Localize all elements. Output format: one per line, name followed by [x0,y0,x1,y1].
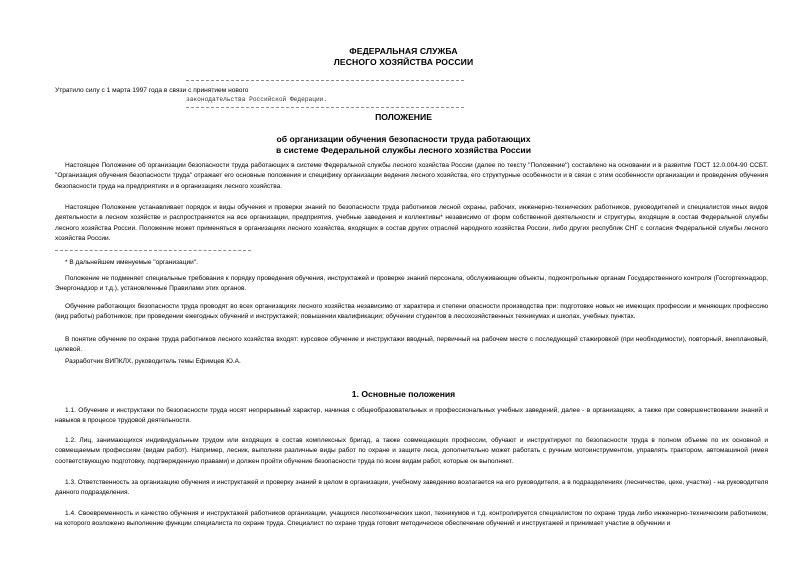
section-heading: 1. Основные положения [351,389,456,399]
divider-top [186,80,464,81]
intro-paragraph: Положение не подменяет специальные требования к порядку проведения обучения, инструктажей и проверке знаний персонала, обслуживающие объекты, подконтрольные органам Государственного контроля (Госгортехнадзор, Энергонадзор и т.д.), установленные Правилами этих органов. [55,275,768,293]
expired-notice: Утратило силу с 1 марта 1997 года в связи с принятием нового [55,87,249,94]
footnote-divider [55,250,251,251]
doc-title: ПОЛОЖЕНИЕ [375,112,432,122]
section-paragraph: 1.3. Ответственность за организацию обучения и инструктажей и проверку знаний в целом в организации, учебному заведению возлагается на его руководителя, а в подразделениях (лесничестве, цехе, участке) - на руководителя данного подразделения. [55,479,768,497]
section-paragraph: 1.1. Обучение и инструктажи по безопасности труда носят непрерывный характер, начиная с общеобразовательных и профессиональных учебных заведений, далее - в организациях, а также при совершенствовании знаний и навыков в процессе трудовой деятельности. [55,407,768,425]
section-paragraph: 1.4. Своевременность и качество обучения и инструктажей работников организации, учащихся лесотехнических школ, техникумов и т.д. контролируется специалистом по охране труда либо инженерно-техническим работником, на которого возложено выполнение функции специалиста по охране труда. Специалист по охране труда готовит методическое обеспечение обучений и инструктажей и принимает участие в обучении и [55,510,768,528]
intro-paragraph: В понятие обучение по охране труда работников лесного хозяйства входят: курсовое обучение и инструктажи вводный, первичный на рабочем месте с последующей стажировкой (при необходимости), повторный, внеплановый, целевой. [55,336,768,354]
section-paragraph: 1.2. Лиц, занимающихся индивидуальным трудом или входящих в состав комплексных бригад, а также совмещающих профессии, обучают и инструктируют по безопасности труда в полном объеме по их основной и совмещаемым профессиям (видам работ). Например, лесник, выполняя различные виды работ по охране и защите леса, дополнительно может работать с ручным мотоинструментом, управлять трактором, автомашиной (имея соответствующую подготовку, подтвержденную правами) и должен пройти обучение безопасности труда по всем видам работ, которые он выполняет. [55,437,768,465]
expired-notice-cont: законодательства Российской Федерации. [186,96,328,103]
footnote: * В дальнейшем именуемые "организации". [65,259,198,266]
intro-paragraph: Настоящее Положение об организации безопасности труда работающих в системе Федеральной службы лесного хозяйства России (далее по тексту "Положение") составлено на основании и в развитие ГОСТ 12.0.004-90 ССБТ. "Организация обучения безопасности труда" отражает его основные положения и специфику организации ведения лесного хозяйства, его структурные особенности и в связи с этим особенности организации и проведения обучения безопасности труда на предприятиях и в организациях лесного хозяйства. [55,162,768,190]
developer-note: Разработчик ВИПКЛХ, руководитель темы Ефимцев Ю.А. [65,358,241,365]
org-name-line2: ЛЕСНОГО ХОЗЯЙСТВА РОССИИ [333,57,474,67]
doc-subtitle-line1: об организации обучения безопасности труда работающих [276,134,531,144]
divider-bottom [186,107,464,108]
org-name-line1: ФЕДЕРАЛЬНАЯ СЛУЖБА [349,46,458,56]
intro-paragraph: Настоящее Положение устанавливает порядок и виды обучения и проверки знаний по безопасности труда работников лесной охраны, рабочих, инженерно-технических работников, руководителей и специалистов иных видов деятельности в лесном хозяйстве и распространяется на все организации, предприятия, учебные заведения и коллективы* независимо от форм собственной деятельности и структуры, входящие в состав Федеральной службы лесного хозяйства России. Положение может применяться в организациях лесного хозяйства, входящих в состав других отраслей народного хозяйства России, либо других республик СНГ с согласия Федеральной службы лесного хозяйства России. [55,204,768,243]
doc-subtitle-line2: в системе Федеральной службы лесного хозяйства России [276,145,531,155]
intro-paragraph: Обучение работающих безопасности труда проводят во всех организациях лесного хозяйства независимо от характера и степени опасности производства при: подготовке новых не имеющих профессии и меняющих профессию (вид работы) работников; при проведении ежегодных обучений и инструктажей; повышении квалификации; обучении студентов в лесохозяйственных техникумах и школах, учебных пунктах. [55,303,768,321]
